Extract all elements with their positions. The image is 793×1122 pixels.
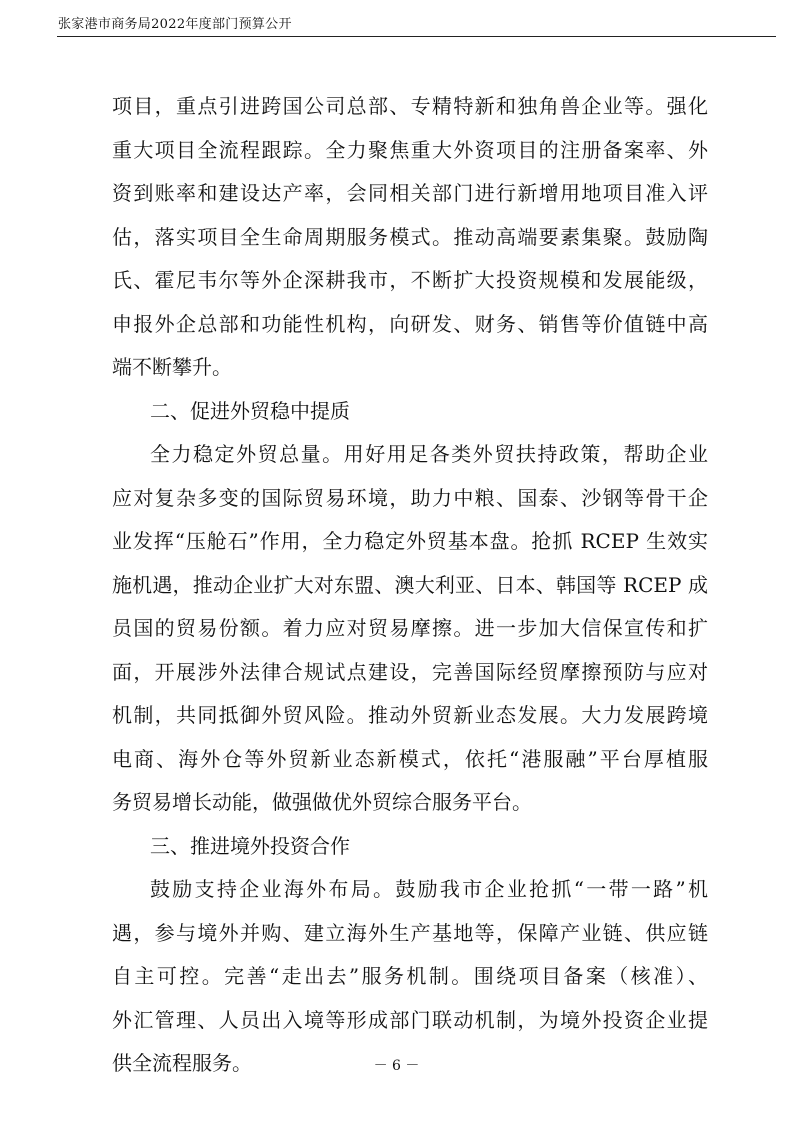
paragraph-line: 业发挥“压舱石”作用，全力稳定外贸基本盘。抢抓 RCEP 生效实: [112, 529, 708, 553]
paragraph-line: 项目，重点引进跨国公司总部、专精特新和独角兽企业等。强化: [112, 94, 708, 118]
paragraph-line: 应对复杂多变的国际贸易环境，助力中粮、国泰、沙钢等骨干企: [112, 485, 708, 510]
paragraph-line: 重大项目全流程跟踪。全力聚焦重大外资项目的注册备案率、外: [112, 137, 708, 162]
paragraph-line: 务贸易增长动能，做强做优外贸综合服务平台。: [112, 790, 532, 814]
header-divider: [57, 36, 776, 37]
paragraph-line: 端不断攀升。: [112, 355, 232, 379]
section-heading: 三、推进境外投资合作: [150, 833, 350, 858]
page-number: － 6 －: [373, 1058, 420, 1074]
paragraph-line: 资到账率和建设达产率，会同相关部门进行新增用地项目准入评: [112, 181, 708, 205]
paragraph-line: 电商、海外仓等外贸新业态新模式，依托“港服融”平台厚植服: [112, 746, 708, 771]
paragraph-line: 员国的贸易份额。着力应对贸易摩擦。进一步加大信保宣传和扩: [112, 616, 708, 640]
paragraph-line: 外汇管理、人员出入境等形成部门联动机制，为境外投资企业提: [112, 1007, 708, 1032]
paragraph-line: 全力稳定外贸总量。用好用足各类外贸扶持政策，帮助企业: [150, 442, 708, 466]
paragraph-line: 供全流程服务。: [112, 1051, 252, 1075]
paragraph-line: 施机遇，推动企业扩大对东盟、澳大利亚、日本、韩国等 RCEP 成: [112, 572, 708, 597]
paragraph-line: 鼓励支持企业海外布局。鼓励我市企业抢抓“一带一路”机: [150, 877, 708, 901]
paragraph-line: 机制，共同抵御外贸风险。推动外贸新业态发展。大力发展跨境: [112, 703, 708, 727]
running-header: 张家港市商务局2022年度部门预算公开: [58, 17, 292, 32]
paragraph-line: 申报外企总部和功能性机构，向研发、财务、销售等价值链中高: [112, 311, 708, 336]
body-text: [112, 85, 708, 1086]
paragraph-line: 估，落实项目全生命周期服务模式。推动高端要素集聚。鼓励陶: [112, 224, 708, 249]
paragraph-line: 遇，参与境外并购、建立海外生产基地等，保障产业链、供应链: [112, 920, 708, 945]
paragraph-line: 面，开展涉外法律合规试点建设，完善国际经贸摩擦预防与应对: [112, 659, 708, 684]
paragraph-line: 自主可控。完善“走出去”服务机制。围绕项目备案（核准）、: [112, 964, 708, 988]
section-heading: 二、促进外贸稳中提质: [150, 398, 350, 423]
paragraph-line: 氏、霍尼韦尔等外企深耕我市，不断扩大投资规模和发展能级，: [112, 268, 708, 292]
